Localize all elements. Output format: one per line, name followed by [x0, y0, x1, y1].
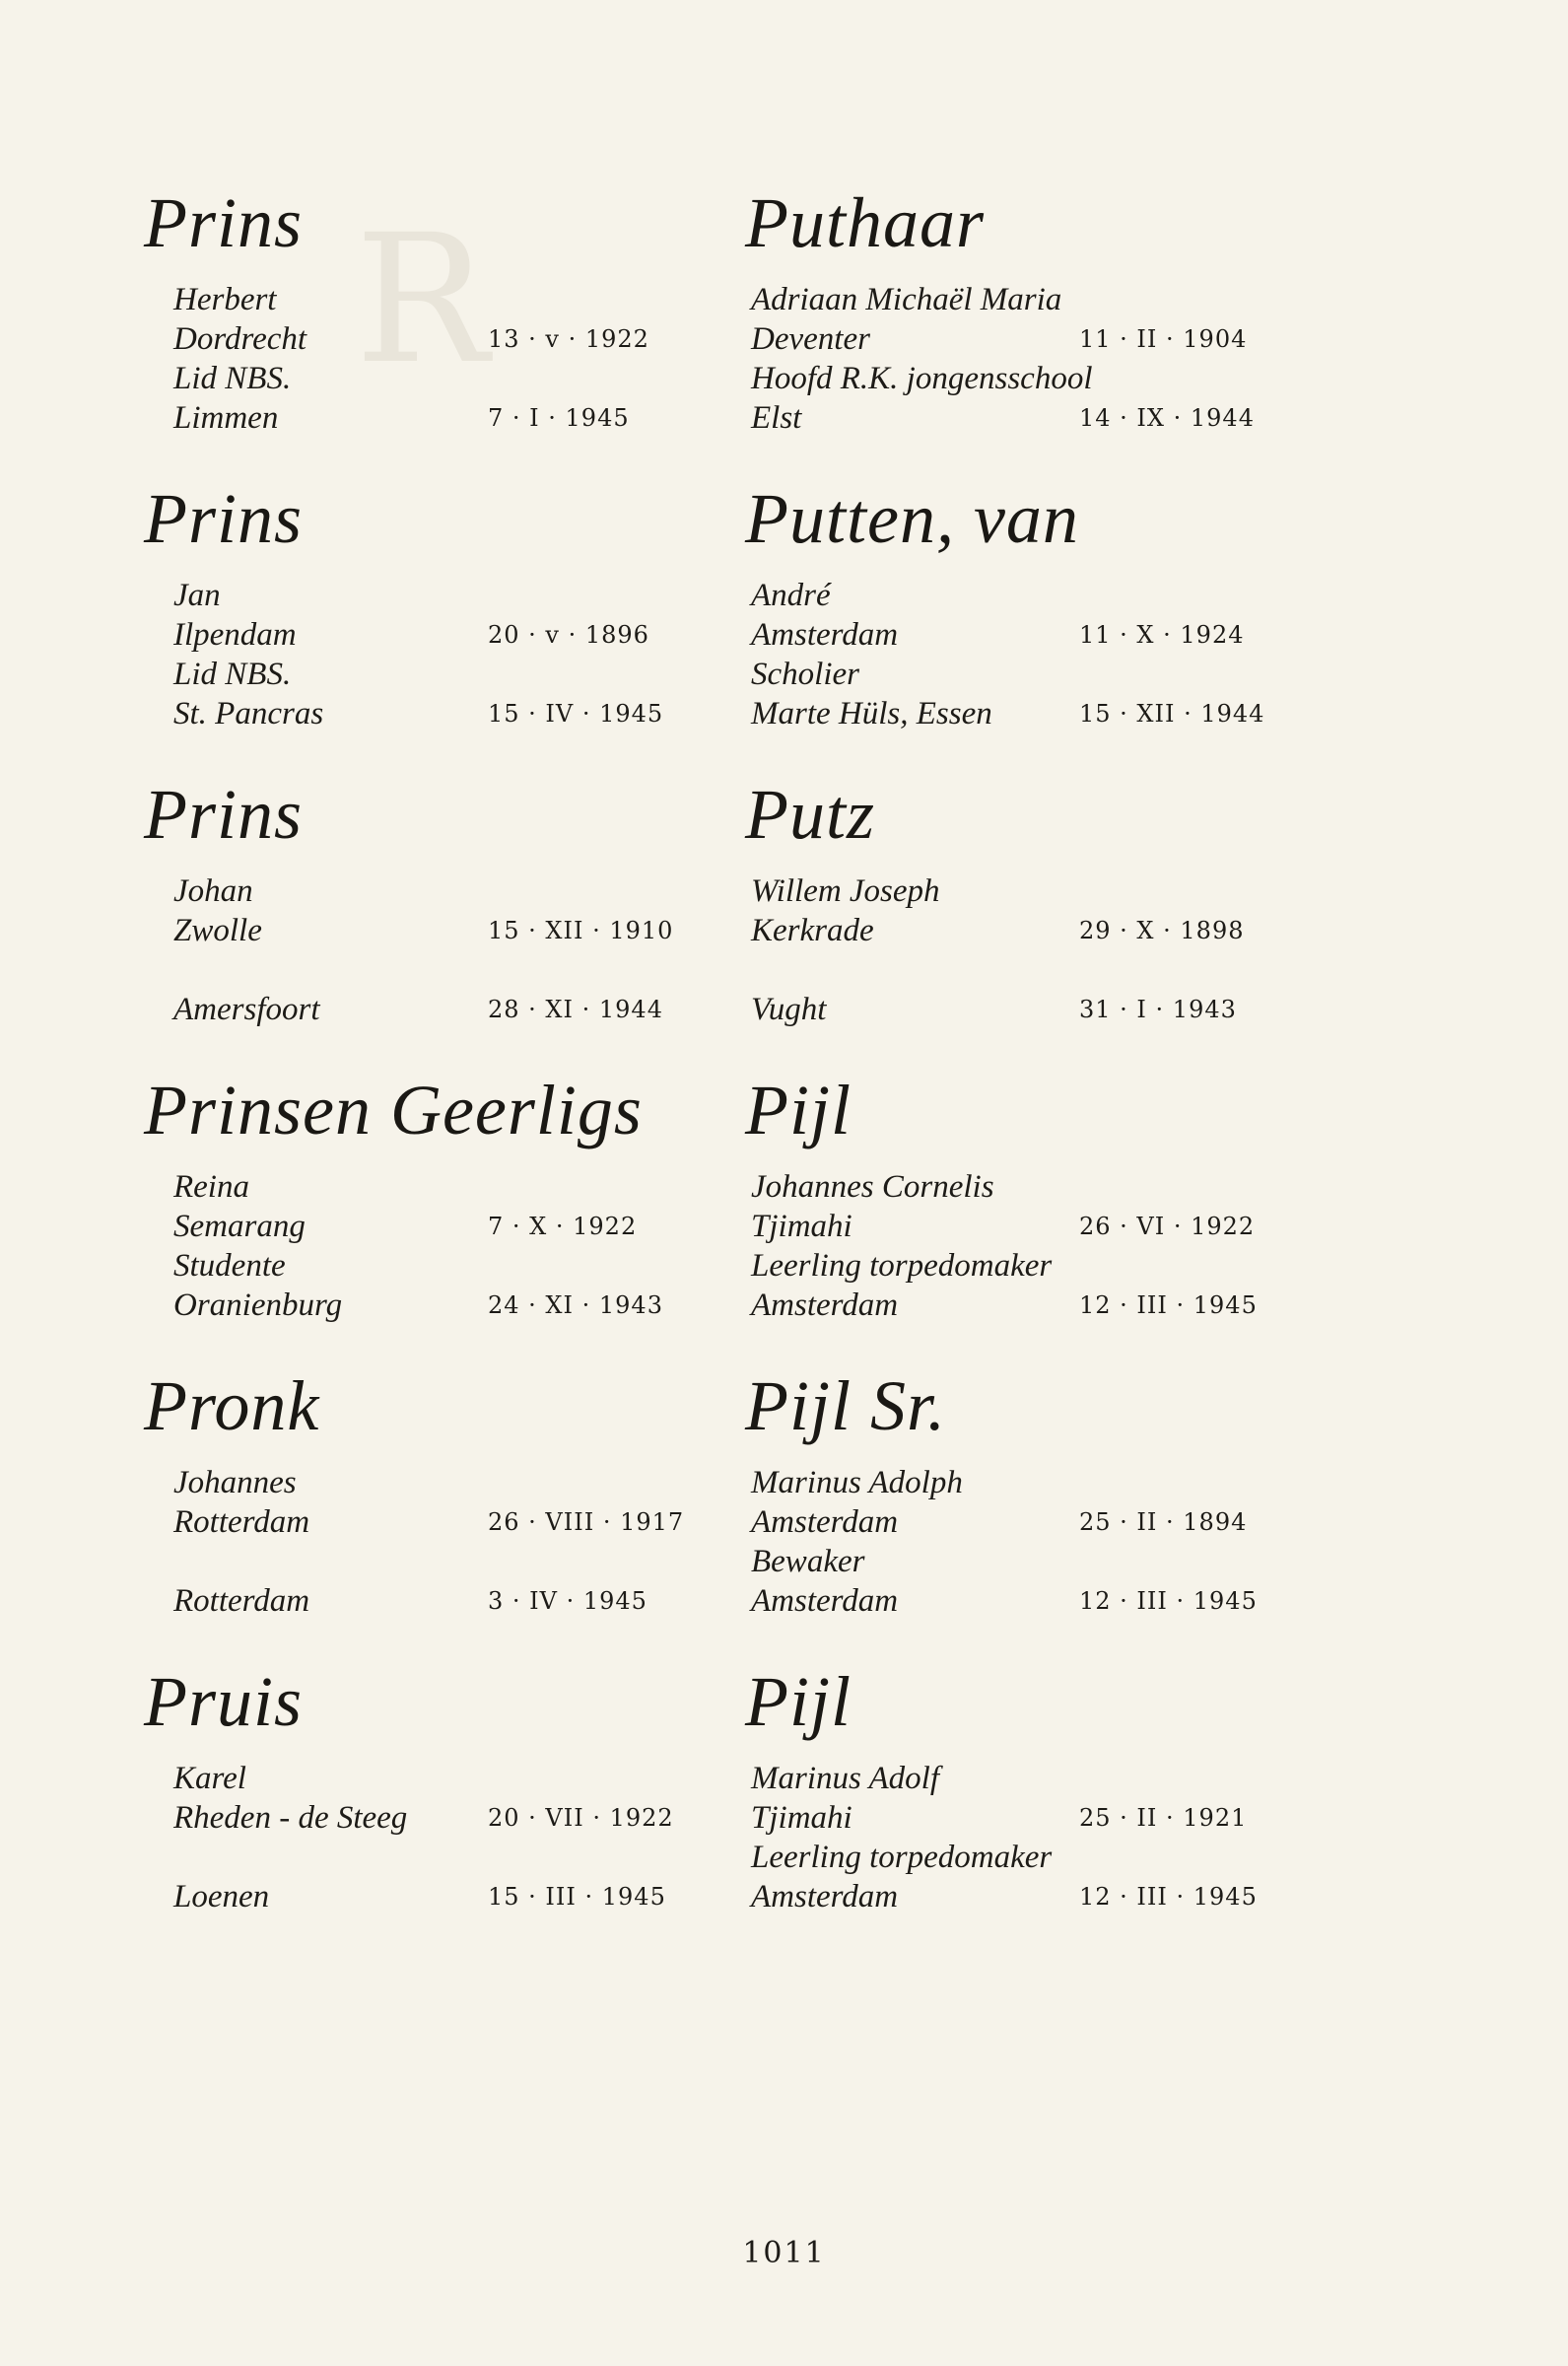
record-entry — [138, 479, 690, 779]
birth-place: Semarang — [173, 1209, 306, 1244]
death-date: 12 · III · 1945 — [1079, 1883, 1258, 1911]
birth-date: 11 · II · 1904 — [1079, 325, 1248, 353]
birth-place: Ilpendam — [173, 617, 297, 653]
death-place: Oranienburg — [173, 1287, 343, 1323]
death-line — [739, 1581, 1291, 1621]
birth-date: 11 · X · 1924 — [1079, 621, 1245, 649]
occupation-line — [138, 1838, 690, 1877]
surname: Pijl — [745, 1071, 852, 1149]
death-date: 12 · III · 1945 — [1079, 1587, 1258, 1615]
birth-date: 15 · XII · 1910 — [488, 917, 674, 944]
show-through-letter: R — [355, 197, 489, 403]
death-place: Amsterdam — [751, 1583, 899, 1619]
given-name: Johannes — [173, 1465, 297, 1500]
surname: Prins — [144, 479, 304, 558]
birth-place: Tjimahi — [751, 1800, 852, 1836]
occupation: Lid NBS. — [173, 657, 292, 692]
page-number: 1011 — [742, 2236, 826, 2270]
occupation-line — [138, 1246, 690, 1286]
occupation: Leerling torpedomaker — [751, 1248, 1053, 1284]
death-place: Elst — [751, 400, 802, 436]
birth-place: Amsterdam — [751, 617, 899, 653]
given-name: Johannes Cornelis — [751, 1169, 994, 1205]
death-line — [739, 1286, 1291, 1325]
death-date: 28 · XI · 1944 — [488, 996, 663, 1023]
surname: Prins — [144, 183, 304, 262]
given-name: Marinus Adolph — [751, 1465, 963, 1500]
record-entry — [739, 183, 1291, 483]
death-line — [138, 694, 690, 733]
death-line — [739, 1877, 1291, 1916]
death-date: 15 · IV · 1945 — [488, 700, 664, 728]
death-date: 24 · XI · 1943 — [488, 1291, 663, 1319]
record-entry — [138, 183, 690, 483]
given-name-line — [739, 1759, 1291, 1798]
right-column — [739, 183, 1291, 1962]
birth-line — [138, 1502, 690, 1542]
birth-line — [138, 1207, 690, 1246]
occupation-line — [739, 655, 1291, 694]
death-line — [138, 398, 690, 438]
given-name: Herbert — [173, 282, 277, 317]
death-line — [138, 1581, 690, 1621]
death-place: Amsterdam — [751, 1287, 899, 1323]
death-line — [739, 694, 1291, 733]
death-place: Vught — [751, 992, 827, 1027]
record-entry — [138, 1662, 690, 1962]
surname: Pronk — [144, 1366, 320, 1445]
occupation-line — [138, 655, 690, 694]
occupation-line — [739, 950, 1291, 990]
birth-line — [739, 319, 1291, 359]
birth-line — [739, 1502, 1291, 1542]
surname: Putten, van — [745, 479, 1079, 558]
death-date: 14 · IX · 1944 — [1079, 404, 1255, 432]
birth-place: Dordrecht — [173, 321, 307, 357]
death-date: 7 · I · 1945 — [488, 404, 630, 432]
surname: Puthaar — [745, 183, 986, 262]
birth-place: Deventer — [751, 321, 870, 357]
birth-place: Amsterdam — [751, 1504, 899, 1540]
occupation-line — [739, 1838, 1291, 1877]
given-name: Karel — [173, 1761, 246, 1796]
given-name-line — [739, 1463, 1291, 1502]
given-name-line — [739, 280, 1291, 319]
occupation: Lid NBS. — [173, 361, 292, 396]
birth-place: Rheden - de Steeg — [173, 1800, 408, 1836]
death-place: St. Pancras — [173, 696, 324, 731]
given-name: Willem Joseph — [751, 873, 940, 909]
occupation-line — [739, 1246, 1291, 1286]
occupation: Studente — [173, 1248, 286, 1284]
given-name: Adriaan Michaël Maria — [751, 282, 1062, 317]
given-name-line — [138, 280, 690, 319]
death-place: Amersfoort — [173, 992, 320, 1027]
death-date: 15 · III · 1945 — [488, 1883, 666, 1911]
occupation: Leerling torpedomaker — [751, 1840, 1053, 1875]
birth-place: Kerkrade — [751, 913, 874, 948]
record-entry — [138, 775, 690, 1075]
given-name-line — [739, 576, 1291, 615]
death-place: Loenen — [173, 1879, 270, 1914]
birth-date: 26 · VIII · 1917 — [488, 1508, 685, 1536]
given-name-line — [138, 576, 690, 615]
surname: Pijl Sr. — [745, 1366, 947, 1445]
birth-place: Zwolle — [173, 913, 262, 948]
death-line — [138, 1286, 690, 1325]
given-name-line — [739, 871, 1291, 911]
occupation-line — [138, 1542, 690, 1581]
record-entry — [739, 479, 1291, 779]
record-entry — [138, 1071, 690, 1370]
death-line — [138, 1877, 690, 1916]
death-date: 3 · IV · 1945 — [488, 1587, 648, 1615]
birth-line — [138, 319, 690, 359]
occupation: Bewaker — [751, 1544, 865, 1579]
surname: Pruis — [144, 1662, 304, 1741]
death-place: Limmen — [173, 400, 279, 436]
given-name-line — [138, 1167, 690, 1207]
birth-date: 29 · X · 1898 — [1079, 917, 1245, 944]
birth-date: 20 · v · 1896 — [488, 621, 649, 649]
surname: Putz — [745, 775, 876, 854]
given-name-line — [138, 1759, 690, 1798]
birth-line — [739, 1207, 1291, 1246]
birth-line — [138, 615, 690, 655]
occupation-line — [739, 1542, 1291, 1581]
given-name-line — [739, 1167, 1291, 1207]
given-name: Jan — [173, 578, 221, 613]
birth-date: 13 · v · 1922 — [488, 325, 649, 353]
death-place: Rotterdam — [173, 1583, 310, 1619]
death-line — [739, 990, 1291, 1029]
given-name: André — [751, 578, 831, 613]
record-entry — [739, 1662, 1291, 1962]
birth-date: 25 · II · 1921 — [1079, 1804, 1248, 1832]
occupation: Hoofd R.K. jongensschool — [751, 361, 1093, 396]
death-date: 15 · XII · 1944 — [1079, 700, 1265, 728]
birth-line — [138, 911, 690, 950]
record-entry — [739, 1366, 1291, 1666]
given-name: Johan — [173, 873, 253, 909]
left-column — [138, 183, 690, 1962]
birth-place: Rotterdam — [173, 1504, 310, 1540]
occupation: Scholier — [751, 657, 859, 692]
given-name-line — [138, 1463, 690, 1502]
birth-line — [739, 1798, 1291, 1838]
surname: Prinsen Geerligs — [144, 1071, 643, 1149]
birth-place: Tjimahi — [751, 1209, 852, 1244]
surname: Prins — [144, 775, 304, 854]
birth-date: 7 · X · 1922 — [488, 1213, 638, 1240]
birth-line — [138, 1798, 690, 1838]
death-place: Amsterdam — [751, 1879, 899, 1914]
surname: Pijl — [745, 1662, 852, 1741]
birth-date: 25 · II · 1894 — [1079, 1508, 1248, 1536]
death-line — [138, 990, 690, 1029]
occupation-line — [138, 359, 690, 398]
record-entry — [739, 775, 1291, 1075]
record-entry — [138, 1366, 690, 1666]
birth-line — [739, 615, 1291, 655]
given-name: Marinus Adolf — [751, 1761, 939, 1796]
given-name: Reina — [173, 1169, 249, 1205]
occupation-line — [138, 950, 690, 990]
given-name-line — [138, 871, 690, 911]
birth-date: 26 · VI · 1922 — [1079, 1213, 1256, 1240]
birth-line — [739, 911, 1291, 950]
death-place: Marte Hüls, Essen — [751, 696, 992, 731]
death-line — [739, 398, 1291, 438]
death-date: 31 · I · 1943 — [1079, 996, 1237, 1023]
occupation-line — [739, 359, 1291, 398]
birth-date: 20 · VII · 1922 — [488, 1804, 674, 1832]
record-entry — [739, 1071, 1291, 1370]
death-date: 12 · III · 1945 — [1079, 1291, 1258, 1319]
